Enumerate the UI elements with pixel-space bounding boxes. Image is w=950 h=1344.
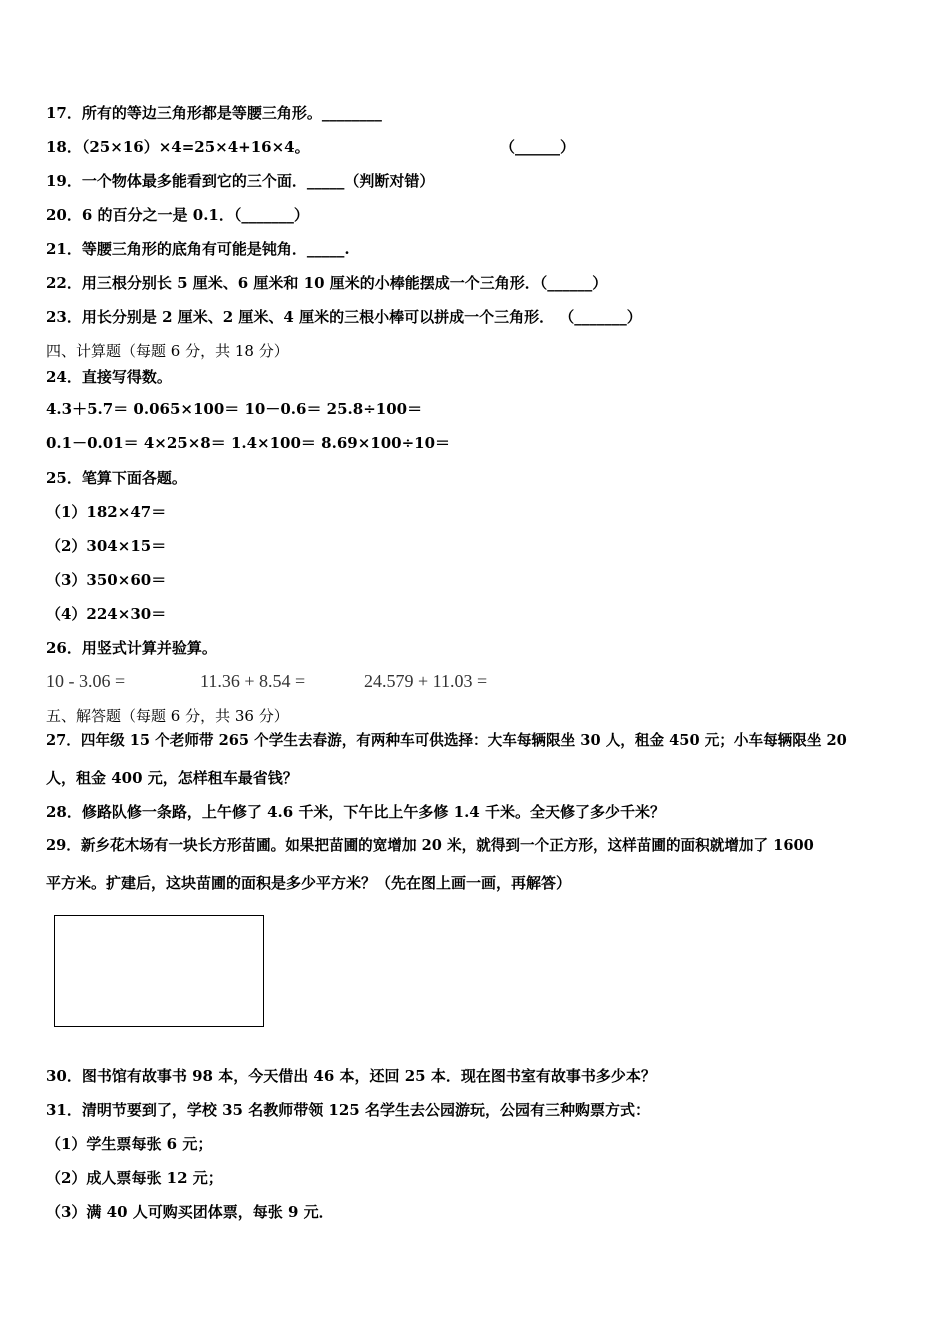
question-22: 22．用三根分别长 5 厘米、6 厘米和 10 厘米的小棒能摆成一个三角形．（______） [46,274,608,292]
question-26-expr-3: 24.579 + 11.03 = [364,671,488,691]
question-26-expr-1: 10 - 3.06 = [46,671,126,691]
question-24: 24．直接写得数。 [46,368,172,386]
question-25-item-3: （3）350×60＝ [46,571,167,589]
question-27-line-2: 人，租金 400 元，怎样租车最省钱？ [46,769,298,787]
question-24-row-1: 4.3＋5.7＝ 0.065×100＝ 10－0.6＝ 25.8÷100＝ [46,400,423,418]
question-18: 18．（25×16）×4=25×4+16×4。 [46,138,310,156]
section-4-heading: 四、计算题（每题 6 分，共 18 分） [46,342,289,360]
question-29-line-1: 29．新乡花木场有一块长方形苗圃。如果把苗圃的宽增加 20 米，就得到一个正方形，这样苗圃的面积就增加了 1600 [46,837,814,854]
nursery-rectangle-figure [54,915,264,1027]
question-25-item-4: （4）224×30＝ [46,605,167,623]
question-25-item-1: （1）182×47＝ [46,503,167,521]
question-23: 23．用长分别是 2 厘米、2 厘米、4 厘米的三根小棒可以拼成一个三角形． （_______） [46,308,642,326]
question-31: 31．清明节要到了，学校 35 名教师带领 125 名学生去公园游玩，公园有三种购票方式： [46,1101,650,1119]
question-29-line-2: 平方米。扩建后，这块苗圃的面积是多少平方米？（先在图上画一画，再解答） [46,874,572,892]
question-21: 21．等腰三角形的底角有可能是钝角．_____. [46,240,350,258]
question-31-item-3: （3）满 40 人可购买团体票，每张 9 元． [46,1203,334,1221]
question-19: 19．一个物体最多能看到它的三个面．_____（判断对错） [46,172,435,190]
question-27-line-1: 27．四年级 15 个老师带 265 个学生去春游，有两种车可供选择：大车每辆限坐 30 人，租金 450 元；小车每辆限坐 20 [46,732,847,749]
section-5-heading: 五、解答题（每题 6 分，共 36 分） [46,707,289,725]
question-24-row-2: 0.1－0.01＝ 4×25×8＝ 1.4×100＝ 8.69×100÷10＝ [46,434,451,452]
question-31-item-1: （1）学生票每张 6 元； [46,1135,213,1153]
question-25-item-2: （2）304×15＝ [46,537,167,555]
question-17: 17．所有的等边三角形都是等腰三角形。________ [46,104,382,122]
question-30: 30．图书馆有故事书 98 本，今天借出 46 本，还回 25 本．现在图书室有故事书多少本？ [46,1067,656,1085]
question-20: 20．6 的百分之一是 0.1．（_______） [46,206,309,224]
question-18-blank: （______） [500,138,576,156]
question-28: 28．修路队修一条路，上午修了 4.6 千米，下午比上午多修 1.4 千米。全天修了多少千米？ [46,803,665,821]
question-26-expr-2: 11.36 + 8.54 = [200,671,306,691]
question-26: 26．用竖式计算并验算。 [46,639,217,657]
question-25: 25．笔算下面各题。 [46,469,187,487]
question-31-item-2: （2）成人票每张 12 元； [46,1169,223,1187]
